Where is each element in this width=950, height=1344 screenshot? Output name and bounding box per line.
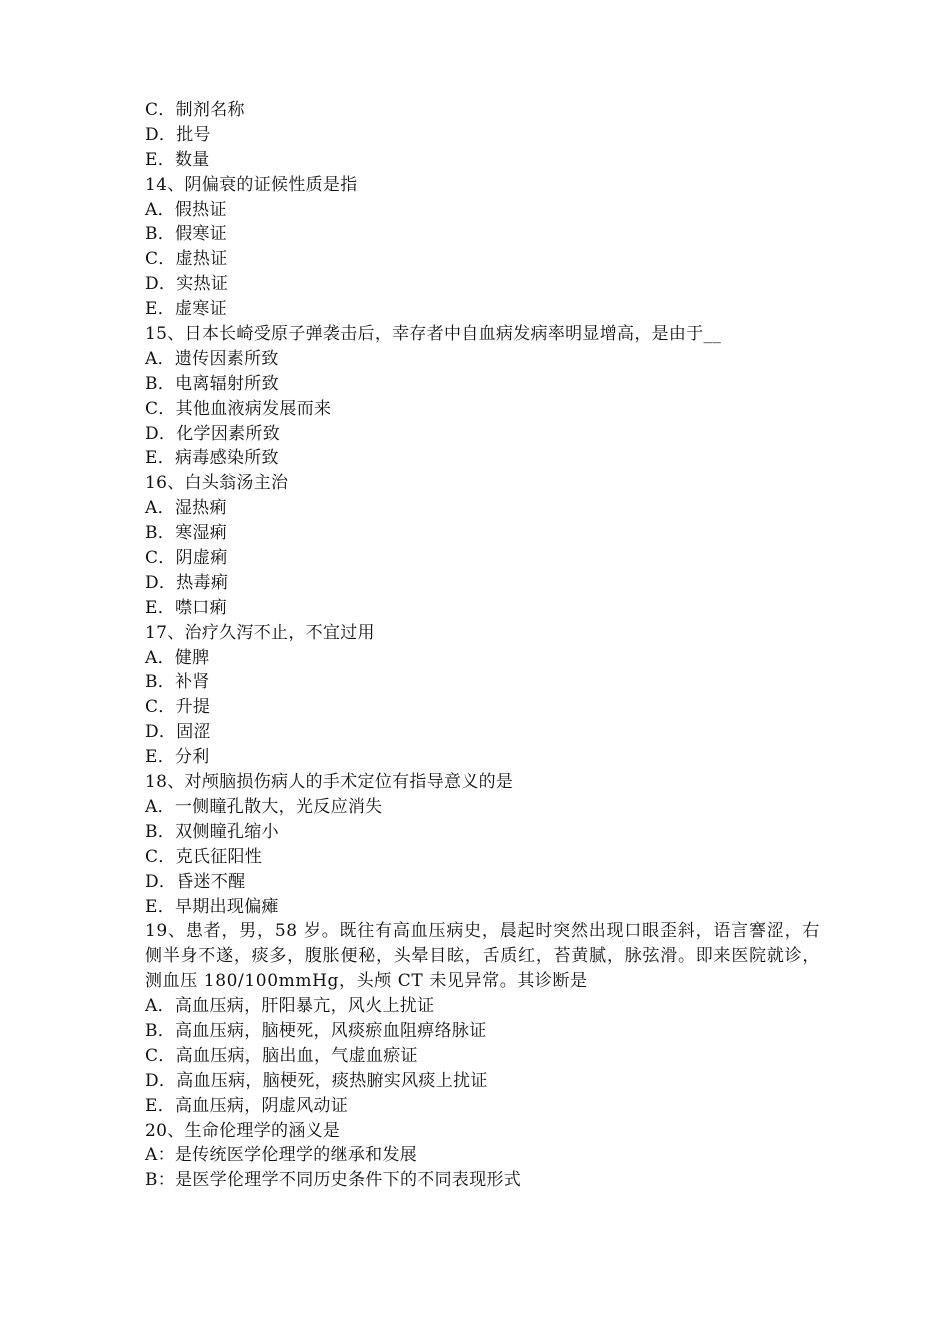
question-stem: 15、日本长崎受原子弹袭击后，幸存者中自血病发病率明显增高，是由于__ <box>145 324 722 345</box>
question-16 <box>145 471 820 620</box>
option-a: A．假热证 <box>145 199 227 220</box>
question-17 <box>145 621 820 770</box>
previous-question-options <box>145 98 820 173</box>
option-d: D．实热证 <box>145 274 229 295</box>
document-page <box>145 98 820 1193</box>
option-e: E．数量 <box>145 149 210 170</box>
option-d: D．固涩 <box>145 722 211 743</box>
question-stem: 19、患者，男，58 岁。既往有高血压病史，晨起时突然出现口眼歪斜，语言謇涩，右侧半身不遂，痰多，腹胀便秘，头晕目眩，舌质红，苔黄腻，脉弦滑。即来医院就诊，测血压 180/100mmHg，头颅 CT 未见异常。其诊断是 <box>145 921 820 992</box>
question-14 <box>145 173 820 322</box>
option-b: B．电离辐射所致 <box>145 373 279 394</box>
option-b: B．寒湿痢 <box>145 523 227 544</box>
option-a: A．遗传因素所致 <box>145 348 279 369</box>
option-c: C．其他血液病发展而来 <box>145 398 332 419</box>
question-stem: 14、阴偏衰的证候性质是指 <box>145 174 358 195</box>
option-e: E．噤口痢 <box>145 597 227 618</box>
option-a: A：是传统医学伦理学的继承和发展 <box>145 1145 418 1166</box>
option-e: E．高血压病，阴虚风动证 <box>145 1095 349 1116</box>
question-stem: 20、生命伦理学的涵义是 <box>145 1120 341 1141</box>
option-d: D．昏迷不醒 <box>145 871 246 892</box>
option-b: B．补肾 <box>145 672 210 693</box>
question-stem: 16、白头翁汤主治 <box>145 473 289 494</box>
option-e: E．虚寒证 <box>145 299 227 320</box>
question-stem: 17、治疗久泻不止，不宜过用 <box>145 622 375 643</box>
option-d: D．高血压病，脑梗死，痰热腑实风痰上扰证 <box>145 1070 488 1091</box>
question-18 <box>145 770 820 919</box>
option-b: B．假寒证 <box>145 224 227 245</box>
question-19 <box>145 919 820 1118</box>
question-15 <box>145 322 820 471</box>
option-c: C．高血压病，脑出血，气虚血瘀证 <box>145 1045 418 1066</box>
option-c: C．虚热证 <box>145 249 228 270</box>
option-d: D．化学因素所致 <box>145 423 281 444</box>
option-d: D．批号 <box>145 124 211 145</box>
option-e: E．分利 <box>145 747 210 768</box>
question-stem: 18、对颅脑损伤病人的手术定位有指导意义的是 <box>145 772 514 793</box>
option-a: A．一侧瞳孔散大，光反应消失 <box>145 796 383 817</box>
option-c: C．阴虚痢 <box>145 548 228 569</box>
option-a: A．健脾 <box>145 647 210 668</box>
option-b: B：是医学伦理学不同历史条件下的不同表现形式 <box>145 1170 522 1191</box>
option-e: E．病毒感染所致 <box>145 448 279 469</box>
option-d: D．热毒痢 <box>145 572 229 593</box>
option-a: A．湿热痢 <box>145 498 227 519</box>
option-c: C．克氏征阳性 <box>145 846 263 867</box>
option-b: B．高血压病，脑梗死，风痰瘀血阻痹络脉证 <box>145 1021 487 1041</box>
option-e: E．早期出现偏瘫 <box>145 896 279 917</box>
option-c: C．制剂名称 <box>145 100 245 120</box>
option-a: A．高血压病，肝阳暴亢，风火上扰证 <box>145 996 435 1017</box>
option-c: C．升提 <box>145 697 211 718</box>
option-b: B．双侧瞳孔缩小 <box>145 821 279 842</box>
question-20 <box>145 1119 820 1194</box>
